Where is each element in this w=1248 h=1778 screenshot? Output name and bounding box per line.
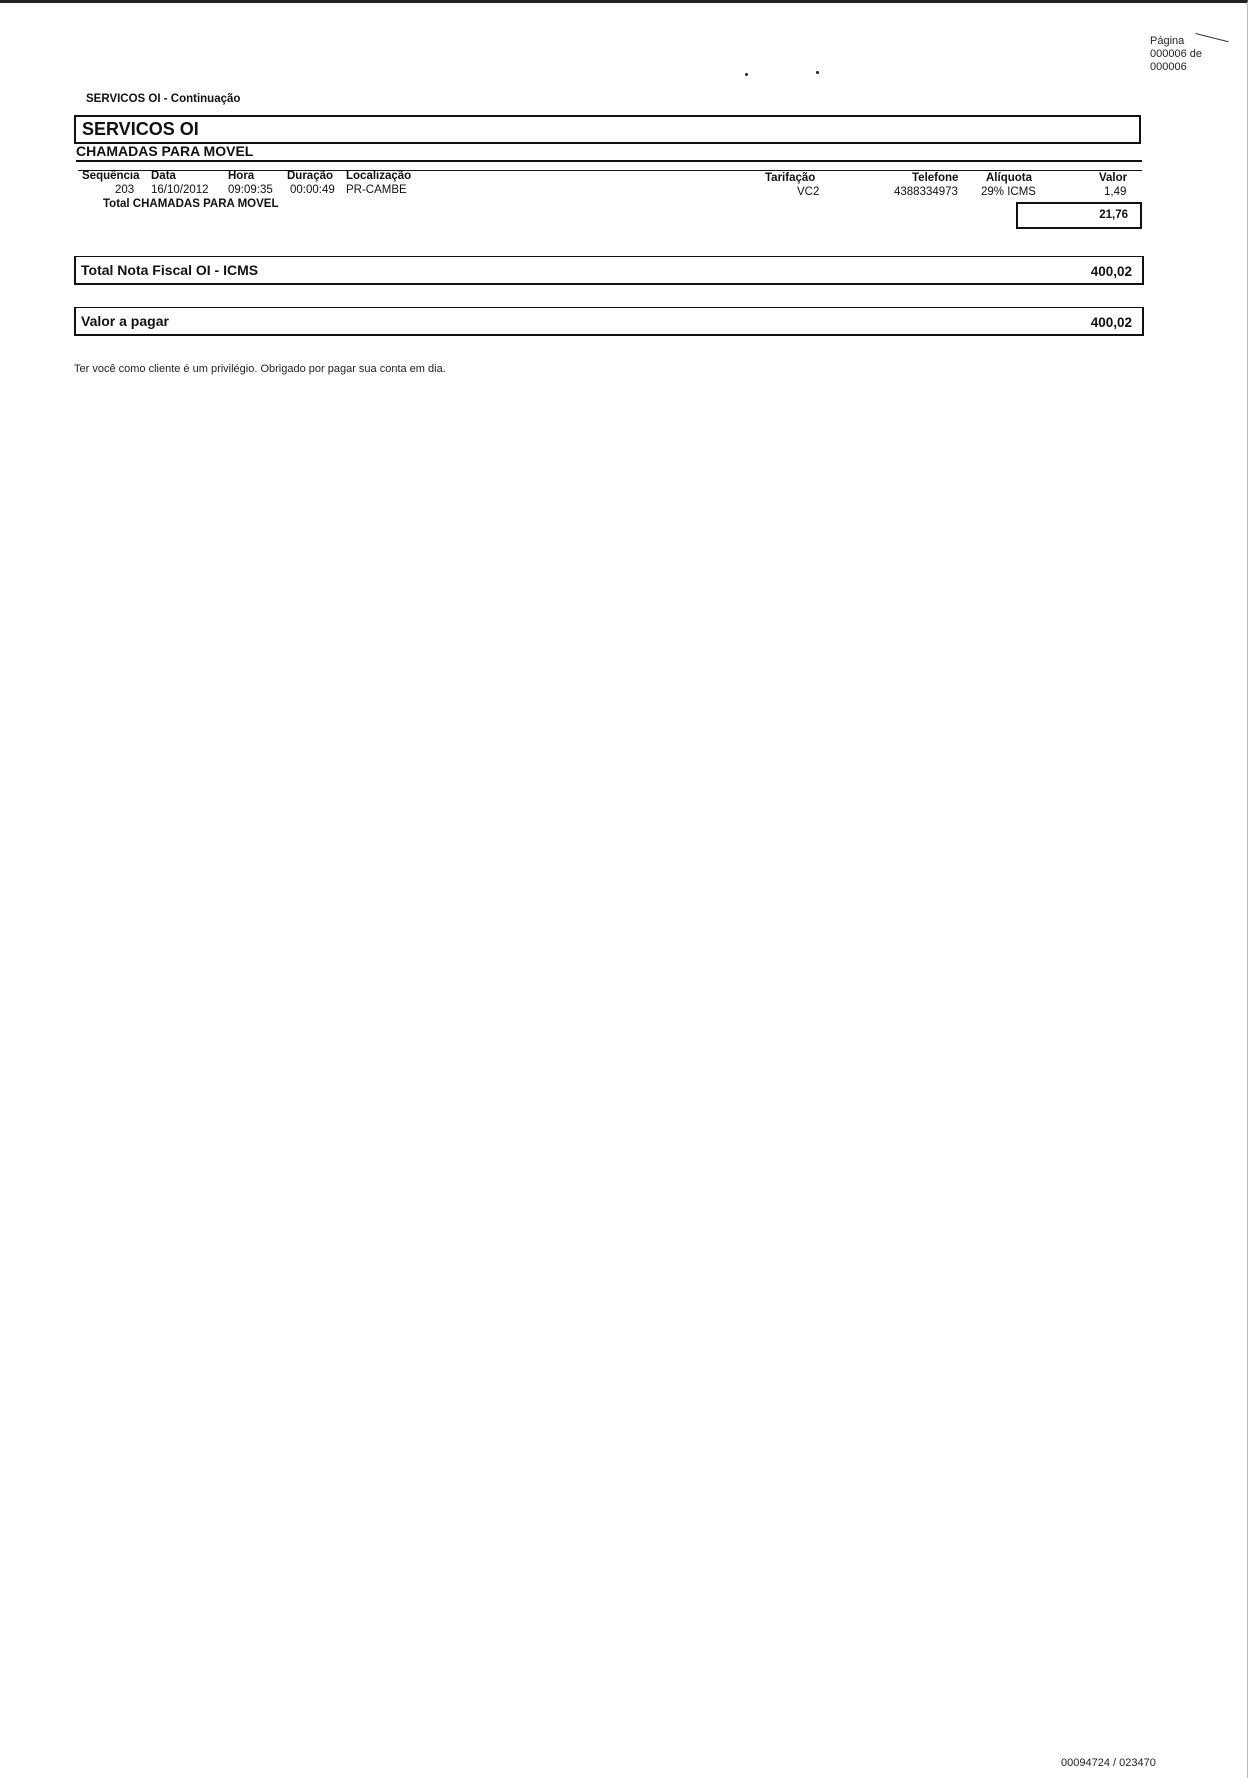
total-nota-label: Total Nota Fiscal OI - ICMS xyxy=(81,262,259,278)
total-nota-value: 400,02 xyxy=(1090,264,1132,279)
subtotal-value: 21,76 xyxy=(1016,202,1142,229)
row-data: 16/10/2012 xyxy=(151,184,209,196)
sub-title: CHAMADAS PARA MOVEL xyxy=(76,143,1142,162)
document-code: 00094724 / 023470 xyxy=(1061,1757,1156,1769)
page-of: de xyxy=(1189,48,1203,60)
header-valor: Valor xyxy=(1099,172,1128,184)
header-telefone: Telefone xyxy=(912,172,959,184)
row-aliquota: 29% ICMS xyxy=(981,186,1036,198)
valor-pagar-label: Valor a pagar xyxy=(81,313,169,329)
row-hora: 09:09:35 xyxy=(228,184,273,196)
section-caption: SERVICOS OI - Continuação xyxy=(86,93,241,105)
header-tarifacao: Tarifação xyxy=(765,172,816,184)
header-localizacao: Localização xyxy=(346,170,412,182)
scan-dot xyxy=(745,73,748,76)
header-duracao: Duração xyxy=(287,170,334,182)
row-localizacao: PR-CAMBE xyxy=(346,184,407,196)
scan-dot xyxy=(816,71,819,74)
valor-a-pagar xyxy=(74,307,1144,336)
row-valor: 1,49 xyxy=(1104,186,1127,198)
header-aliquota: Alíquota xyxy=(986,172,1032,184)
page-number xyxy=(1150,35,1202,74)
row-sequencia: 203 xyxy=(115,184,135,196)
valor-pagar-value: 400,02 xyxy=(1090,315,1132,330)
row-telefone: 4388334973 xyxy=(894,186,958,198)
row-duracao: 00:00:49 xyxy=(290,184,335,196)
total-nota-fiscal xyxy=(74,256,1144,285)
page-label: Página xyxy=(1150,35,1185,47)
page-current: 000006 xyxy=(1150,48,1187,60)
footer-message: Ter você como cliente é um privilégio. Obrigado por pagar sua conta em dia. xyxy=(74,363,446,375)
subtotal-label: Total CHAMADAS PARA MOVEL xyxy=(103,198,279,210)
row-tarifacao: VC2 xyxy=(797,186,820,198)
page-total: 000006 xyxy=(1150,61,1187,73)
header-sequencia: Sequência xyxy=(82,170,140,182)
header-hora: Hora xyxy=(228,170,255,182)
header-data: Data xyxy=(151,170,176,182)
section-title: SERVICOS OI xyxy=(74,115,1141,144)
